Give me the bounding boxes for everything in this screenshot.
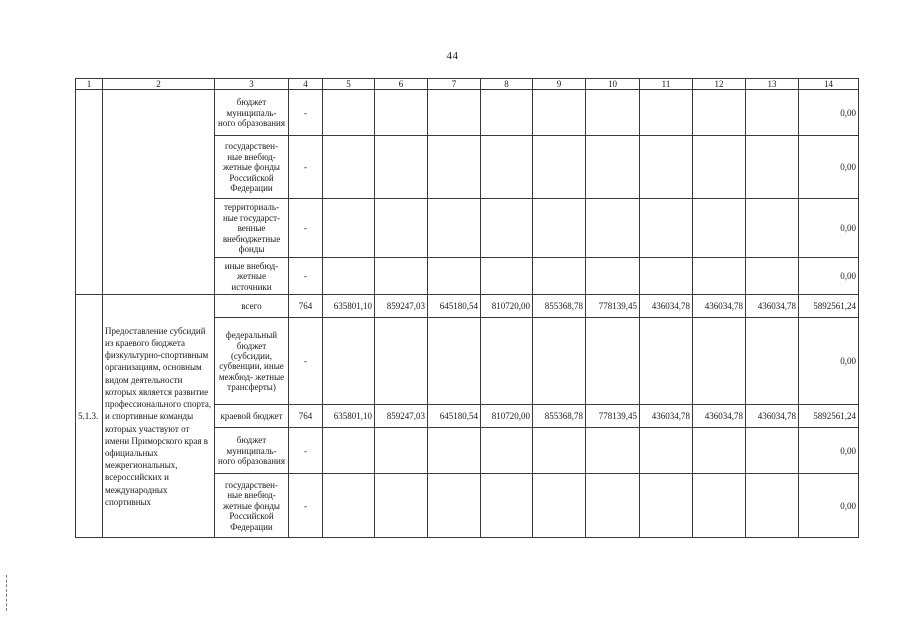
column-number: 11: [640, 79, 693, 90]
value-cell: 645180,54: [428, 295, 481, 318]
funding-source-cell: федеральный бюджет (субсидии, субвенции, иные межбюд- жетные трансферты): [215, 318, 289, 405]
value-cell: 810720,00: [481, 295, 533, 318]
column-number: 3: [215, 79, 289, 90]
funding-source-cell: территориаль- ные государст- венные внебюджетные фонды: [215, 199, 289, 258]
budget-code-cell: -: [289, 90, 323, 136]
index-cell-empty: [76, 90, 103, 295]
column-number: 10: [586, 79, 640, 90]
scan-margin-mark: [6, 575, 8, 611]
value-cell: 436034,78: [693, 295, 746, 318]
value-cell: 436034,78: [640, 405, 693, 428]
table-row: [76, 90, 859, 136]
budget-code-cell: 764: [289, 295, 323, 318]
budget-code-cell: 764: [289, 405, 323, 428]
column-number: 7: [428, 79, 481, 90]
total-cell: 0,00: [799, 474, 859, 538]
item-index: 5.1.3.: [76, 295, 103, 538]
column-number: 13: [746, 79, 799, 90]
total-cell: 0,00: [799, 428, 859, 474]
page-number: 44: [446, 50, 459, 62]
column-number: 6: [375, 79, 428, 90]
funding-source-cell: государствен- ные внебюд- жетные фонды Российской Федерации: [215, 136, 289, 199]
column-number-header-row: [76, 79, 859, 90]
funding-source-cell: иные внебюд- жетные источники: [215, 258, 289, 295]
value-cell: 436034,78: [746, 295, 799, 318]
value-cell: 635801,10: [323, 405, 375, 428]
value-cell: 436034,78: [693, 405, 746, 428]
value-cell: 859247,03: [375, 295, 428, 318]
column-number: 14: [799, 79, 859, 90]
total-cell: 0,00: [799, 318, 859, 405]
funding-source-cell: государствен- ные внебюд- жетные фонды Российской Федерации: [215, 474, 289, 538]
value-cell: 810720,00: [481, 405, 533, 428]
budget-code-cell: -: [289, 199, 323, 258]
column-number: 1: [76, 79, 103, 90]
value-cell: 436034,78: [640, 295, 693, 318]
value-cell: 778139,45: [586, 405, 640, 428]
value-cell: 635801,10: [323, 295, 375, 318]
value-cell: 855368,78: [533, 405, 586, 428]
column-number: 4: [289, 79, 323, 90]
budget-code-cell: -: [289, 136, 323, 199]
value-cell: 645180,54: [428, 405, 481, 428]
column-number: 8: [481, 79, 533, 90]
total-cell: 0,00: [799, 90, 859, 136]
funding-source-cell: бюджет муниципаль- ного образования: [215, 90, 289, 136]
funding-source-cell: бюджет муниципаль- ного образования: [215, 428, 289, 474]
budget-code-cell: -: [289, 474, 323, 538]
funding-source-cell: краевой бюджет: [215, 405, 289, 428]
total-cell: 0,00: [799, 258, 859, 295]
column-number: 12: [693, 79, 746, 90]
description-cell-empty: [103, 90, 215, 295]
budget-table: [75, 78, 859, 538]
value-cell: 436034,78: [746, 405, 799, 428]
table-row: [76, 295, 859, 318]
total-cell: 5892561,24: [799, 405, 859, 428]
budget-code-cell: -: [289, 318, 323, 405]
budget-code-cell: -: [289, 428, 323, 474]
value-cell: 859247,03: [375, 405, 428, 428]
total-cell: 0,00: [799, 199, 859, 258]
column-number: 2: [103, 79, 215, 90]
total-cell: 5892561,24: [799, 295, 859, 318]
budget-code-cell: -: [289, 258, 323, 295]
column-number: 9: [533, 79, 586, 90]
funding-source-cell: всего: [215, 295, 289, 318]
value-cell: 855368,78: [533, 295, 586, 318]
total-cell: 0,00: [799, 136, 859, 199]
column-number: 5: [323, 79, 375, 90]
value-cell: 778139,45: [586, 295, 640, 318]
item-description: Предоставление субсидий из краевого бюджета физкультурно-спортивным организациям, основным видом деятельности которых является развитие профессионального спорта, и спортивные команды которых участвуют от имени Приморского края в официальных межрегиональных, всероссийских и международных спортивных: [103, 295, 215, 538]
